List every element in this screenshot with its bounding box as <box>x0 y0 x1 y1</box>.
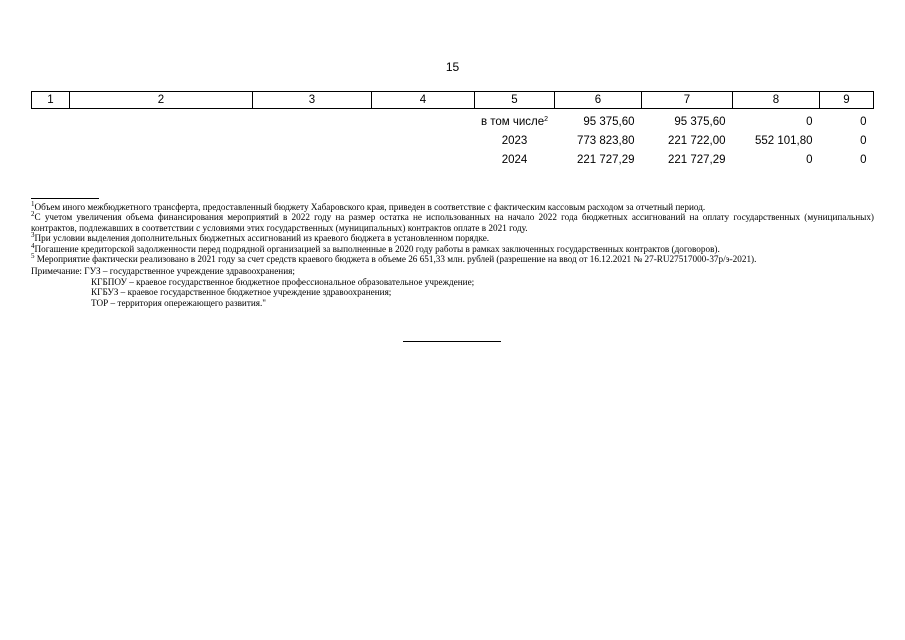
table-row <box>32 151 874 170</box>
footnote-ref: 2 <box>544 116 549 123</box>
column-header: 2 <box>70 92 253 109</box>
footnote-4: $^4$Погашение кредиторской задолженности перед подрядной организацией за выполненные в 2020 году работы в рамках заключенных государственных контрактов (договоров). <box>31 241 720 254</box>
footnote-3: $^3$При условии выделения дополнительных бюджетных ассигнований из краевого бюджета в установленном порядке. <box>31 231 490 244</box>
column-header: 1 <box>32 92 70 109</box>
cell-value: 221 722,00 <box>667 135 726 147</box>
column-header: 9 <box>820 92 874 109</box>
column-header: 6 <box>555 92 642 109</box>
column-header: 7 <box>642 92 733 109</box>
footnotes <box>31 202 874 308</box>
column-header: 3 <box>253 92 372 109</box>
row-label: 2024 <box>501 154 528 166</box>
cell-value: 95 375,60 <box>674 116 726 128</box>
cell-value: 0 <box>860 135 867 147</box>
table-row <box>32 109 874 133</box>
row-label: в том числе$^2$ <box>480 116 549 128</box>
row-label: 2023 <box>501 135 528 147</box>
cell-value: 773 823,80 <box>576 135 635 147</box>
footnote-2: $^2$С учетом увеличения объема финансирования мероприятий в 2022 году на размер остатка не использованных на начало 2022 года бюджетных ассигнований на оплату государственных (муниципальных) контрактов, подлежавших в соответствии с условиями этих государственных (муниципальных) контрактов оплате в 2021 году. <box>31 210 874 233</box>
note-item: КГБПОУ – краевое государственное бюджетное профессиональное образовательное учреждение; <box>91 276 475 287</box>
data-table <box>31 91 874 170</box>
footnote-1: $^1$Объем иного межбюджетного трансферта, предоставленный бюджету Хабаровского края, приведен в соответствие с фактическим кассовым расходом за отчетный период. <box>31 200 706 212</box>
cell-value: 95 375,60 <box>583 116 635 128</box>
footnote-separator <box>31 198 99 199</box>
note-item: КГБУЗ – краевое государственное бюджетное учреждение здравоохранения; <box>91 287 392 298</box>
cell-value: 0 <box>806 154 813 166</box>
note-intro: Примечание: ГУЗ – государственное учреждение здравоохранения; <box>31 266 295 277</box>
column-header: 4 <box>372 92 475 109</box>
table-header-row <box>32 92 874 109</box>
column-header: 8 <box>733 92 820 109</box>
cell-value: 221 727,29 <box>576 154 635 166</box>
cell-value: 0 <box>860 154 867 166</box>
note-item: ТОР – территория опережающего развития." <box>91 297 267 308</box>
table-row <box>32 132 874 151</box>
cell-value: 221 727,29 <box>667 154 726 166</box>
cell-value: 552 101,80 <box>754 135 813 147</box>
footnote-5: $^5$ Мероприятие фактически реализовано в 2021 году за счет средств краевого бюджета в объеме 26 651,33 млн. рублей (разрешение на ввод от 16.12.2021 № 27-RU27517000-37р/э-2021). <box>31 252 757 265</box>
end-separator <box>403 341 501 342</box>
cell-value: 0 <box>860 116 867 128</box>
cell-value: 0 <box>806 116 813 128</box>
column-header: 5 <box>475 92 555 109</box>
page-number: 15 <box>445 60 460 74</box>
